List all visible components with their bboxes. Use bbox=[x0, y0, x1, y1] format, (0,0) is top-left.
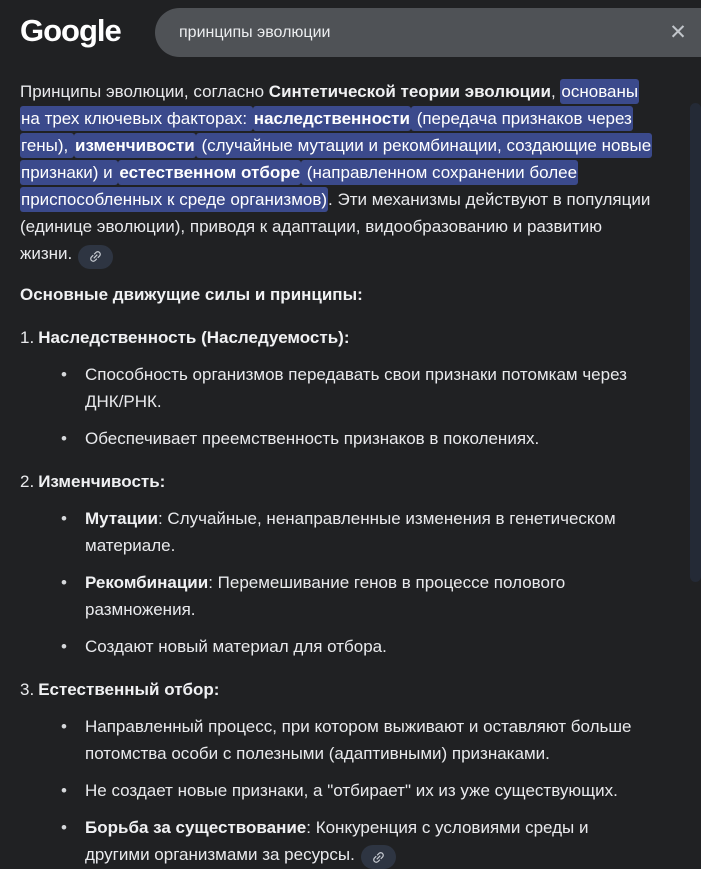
scrollbar-thumb[interactable] bbox=[690, 103, 701, 582]
text-segment: Синтетической теории эволюции bbox=[269, 82, 551, 101]
answer-paragraph bbox=[20, 78, 657, 269]
bullet-text bbox=[85, 425, 657, 452]
item-number: 2. bbox=[20, 472, 38, 491]
text-segment: Не создает новые признаки, а "отбирает" их из уже существующих. bbox=[85, 781, 618, 800]
bullet-item bbox=[20, 361, 657, 415]
bullet-marker: • bbox=[61, 505, 85, 559]
bullet-marker: • bbox=[61, 713, 85, 767]
text-segment: Рекомбинации bbox=[85, 573, 208, 592]
highlighted-text: основаны на трех ключевых факторах: bbox=[20, 79, 639, 131]
numbered-item bbox=[20, 468, 657, 660]
highlighted-text: изменчивости bbox=[74, 133, 196, 158]
item-number: 3. bbox=[20, 680, 38, 699]
highlighted-text: (передача признаков через гены), bbox=[20, 106, 633, 158]
bullet-text bbox=[85, 633, 657, 660]
clear-search-button[interactable] bbox=[655, 8, 701, 57]
numbered-item bbox=[20, 676, 657, 869]
bullet-text bbox=[85, 505, 657, 559]
item-number: 1. bbox=[20, 328, 38, 347]
item-title: Изменчивость: bbox=[38, 472, 165, 491]
text-segment: Направленный процесс, при котором выживают и оставляют больше потомства особи с полезными (адаптивными) признаками. bbox=[85, 717, 631, 763]
link-icon bbox=[368, 846, 389, 867]
bullet-text bbox=[85, 814, 657, 869]
bullet-text bbox=[85, 361, 657, 415]
numbered-item-title-row bbox=[20, 324, 657, 351]
search-bar[interactable] bbox=[155, 8, 701, 57]
text-segment: Создают новый материал для отбора. bbox=[85, 637, 387, 656]
text-segment: Способность организмов передавать свои признаки потомкам через ДНК/РНК. bbox=[85, 365, 627, 411]
bullet-item bbox=[20, 505, 657, 559]
bullet-marker: • bbox=[61, 569, 85, 623]
bullet-item bbox=[20, 633, 657, 660]
text-segment: Принципы эволюции, согласно bbox=[20, 82, 269, 101]
numbered-item-title-row bbox=[20, 676, 657, 703]
bullet-text bbox=[85, 777, 657, 804]
text-segment: : Перемешивание генов в процессе полового размножения. bbox=[85, 573, 565, 619]
text-segment: . Эти механизмы действуют в популяции (единице эволюции), приводя к адаптации, видообразованию и развитию жизни. bbox=[20, 190, 650, 263]
bullet-item bbox=[20, 425, 657, 452]
numbered-item bbox=[20, 324, 657, 452]
header bbox=[0, 0, 701, 64]
text-segment: Борьба за существование bbox=[85, 818, 306, 837]
bullet-marker: • bbox=[61, 814, 85, 869]
search-input[interactable] bbox=[155, 24, 655, 42]
source-link-button[interactable] bbox=[361, 845, 396, 869]
item-title: Естественный отбор: bbox=[38, 680, 219, 699]
bullet-item bbox=[20, 777, 657, 804]
text-segment: Обеспечивает преемственность признаков в поколениях. bbox=[85, 429, 539, 448]
bullet-marker: • bbox=[61, 633, 85, 660]
numbered-item-title-row bbox=[20, 468, 657, 495]
text-segment: , bbox=[551, 82, 560, 101]
source-link-button[interactable] bbox=[78, 245, 113, 269]
bullet-text bbox=[85, 569, 657, 623]
highlighted-text: (случайные мутации и рекомбинации, создающие новые признаки) и bbox=[20, 133, 652, 185]
item-title: Наследственность (Наследуемость): bbox=[38, 328, 349, 347]
highlighted-text: наследственности bbox=[253, 106, 411, 131]
bullet-text bbox=[85, 713, 657, 767]
google-logo: Google bbox=[20, 13, 121, 49]
text-segment: : Конкуренция с условиями среды и другими организмами за ресурсы. bbox=[85, 818, 588, 864]
bullet-item bbox=[20, 713, 657, 767]
answer-content bbox=[0, 64, 701, 807]
section-heading: Основные движущие силы и принципы: bbox=[20, 281, 657, 308]
bullet-marker: • bbox=[61, 425, 85, 452]
link-icon bbox=[85, 246, 106, 267]
close-icon: ✕ bbox=[669, 21, 687, 44]
bullet-item bbox=[20, 569, 657, 623]
bullet-marker: • bbox=[61, 777, 85, 804]
bullet-marker: • bbox=[61, 361, 85, 415]
bullet-item bbox=[20, 814, 657, 869]
highlighted-text: (направленном сохранении более приспособленных к среде организмов) bbox=[20, 160, 578, 212]
highlighted-text: естественном отборе bbox=[118, 160, 301, 185]
text-segment: : Случайные, ненаправленные изменения в генетическом материале. bbox=[85, 509, 616, 555]
text-segment: Мутации bbox=[85, 509, 158, 528]
